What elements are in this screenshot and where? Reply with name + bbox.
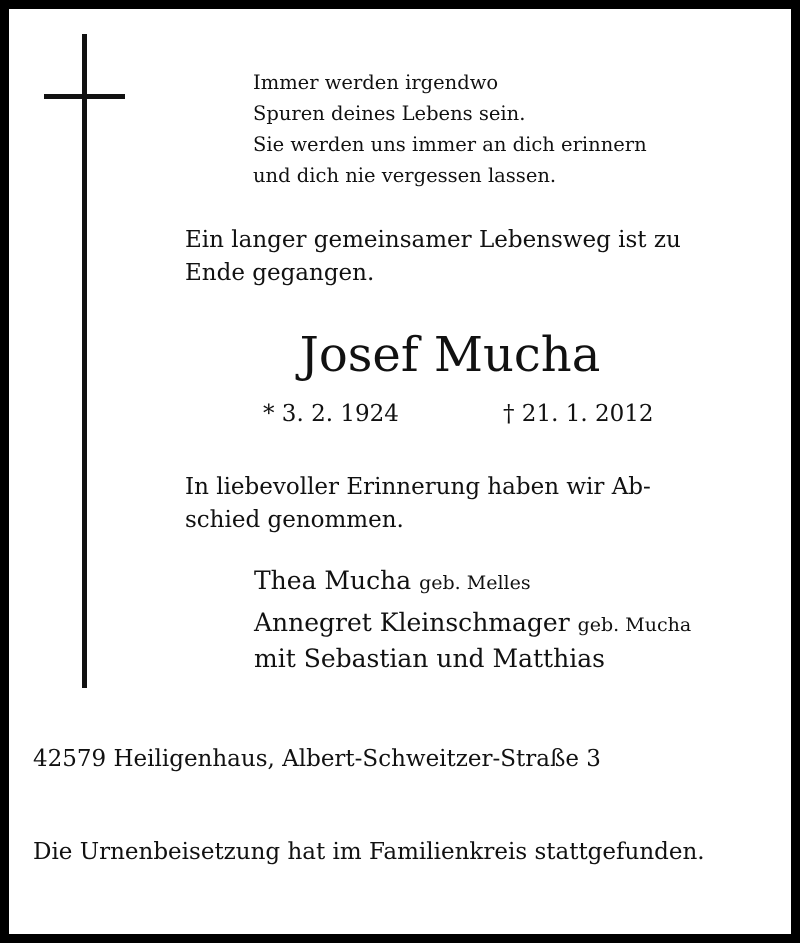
mourner-item — [254, 606, 691, 676]
death-date: † 21. 1. 2012 — [503, 401, 654, 427]
address: 42579 Heiligenhaus, Albert-Schweitzer-Straße 3 — [33, 746, 601, 772]
mourner-maiden-name: geb. Melles — [419, 572, 531, 594]
mourner-name: Annegret Kleinschmager — [254, 608, 570, 637]
intro-text: Ein langer gemeinsamer Lebensweg ist zu Ende gegangen. — [185, 227, 681, 286]
mourner-item — [254, 564, 691, 600]
mourners-list — [254, 564, 691, 676]
mourner-children: mit Sebastian und Matthias — [254, 644, 605, 673]
mourner-maiden-name: geb. Mucha — [577, 614, 692, 636]
farewell-text: In liebevoller Erinnerung haben wir Ab- schied genommen. — [185, 474, 651, 533]
burial-note: Die Urnenbeisetzung hat im Familienkreis stattgefunden. — [33, 839, 705, 865]
obituary-card — [9, 9, 791, 934]
deceased-name: Josef Mucha — [299, 327, 601, 383]
cross-horizontal-bar — [44, 94, 125, 99]
birth-date: * 3. 2. 1924 — [263, 401, 399, 427]
mourner-name: Thea Mucha — [254, 566, 412, 595]
memorial-poem: Immer werden irgendwo Spuren deines Lebens sein. Sie werden uns immer an dich erinnern und dich nie vergessen lassen. — [253, 71, 647, 187]
